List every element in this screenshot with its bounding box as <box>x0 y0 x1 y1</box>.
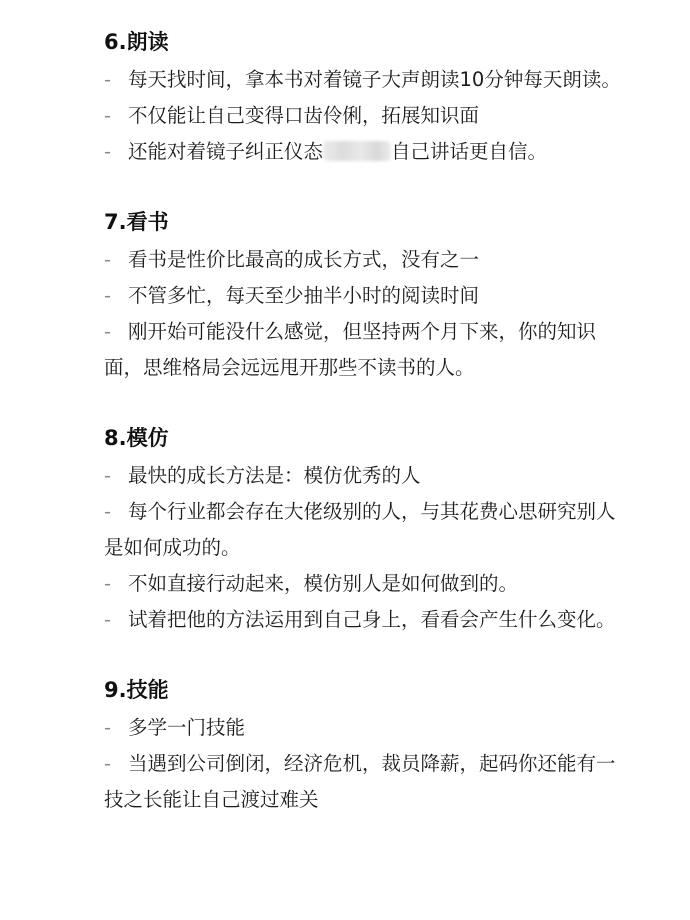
list-item <box>104 62 630 98</box>
item-text-before: 还能对着镜子纠正仪态 <box>128 140 324 163</box>
section-skills <box>104 672 630 818</box>
list-item <box>104 746 630 818</box>
item-text: 每天找时间，拿本书对着镜子大声朗读10分钟每天朗读。 <box>128 68 621 91</box>
list-item <box>104 314 630 386</box>
item-text: 不管多忙，每天至少抽半小时的阅读时间 <box>128 284 480 307</box>
dash-marker: - <box>104 752 112 775</box>
list-item <box>104 134 630 170</box>
item-text: 每个行业都会存在大佬级别的人，与其花费心思研究别人是如何成功的。 <box>104 500 616 559</box>
section-title: 7.看书 <box>104 210 169 234</box>
item-text-after: 自己讲话更自信。 <box>391 140 548 163</box>
section-reading-aloud <box>104 24 630 170</box>
section-reading-books <box>104 204 630 386</box>
item-text: 看书是性价比最高的成长方式，没有之一 <box>128 248 480 271</box>
dash-marker: - <box>104 608 112 631</box>
item-text: 多学一门技能 <box>128 716 246 739</box>
list-item <box>104 458 630 494</box>
item-text: 不仅能让自己变得口齿伶俐，拓展知识面 <box>128 104 480 127</box>
dash-marker: - <box>104 248 112 271</box>
dash-marker: - <box>104 716 112 739</box>
dash-marker: - <box>104 500 112 523</box>
section-imitation <box>104 420 630 638</box>
list-item <box>104 566 630 602</box>
list-item <box>104 494 630 566</box>
item-text: 当遇到公司倒闭，经济危机，裁员降薪，起码你还能有一技之长能让自己渡过难关 <box>104 752 616 811</box>
list-item <box>104 242 630 278</box>
list-item <box>104 710 630 746</box>
item-text: 不如直接行动起来，模仿别人是如何做到的。 <box>128 572 519 595</box>
dash-marker: - <box>104 320 112 343</box>
dash-marker: - <box>104 464 112 487</box>
item-text: 刚开始可能没什么感觉，但坚持两个月下来，你的知识面，思维格局会远远甩开那些不读书的人。 <box>104 320 597 379</box>
section-title: 8.模仿 <box>104 426 169 450</box>
list-item <box>104 278 630 314</box>
list-item <box>104 602 630 638</box>
dash-marker: - <box>104 284 112 307</box>
section-title: 6.朗读 <box>104 30 169 54</box>
item-text: 最快的成长方法是：模仿优秀的人 <box>128 464 421 487</box>
dash-marker: - <box>104 104 112 127</box>
blurred-region <box>323 141 391 161</box>
section-title: 9.技能 <box>104 678 169 702</box>
dash-marker: - <box>104 140 112 163</box>
list-item <box>104 98 630 134</box>
item-text: 试着把他的方法运用到自己身上，看看会产生什么变化。 <box>128 608 616 631</box>
dash-marker: - <box>104 572 112 595</box>
dash-marker: - <box>104 68 112 91</box>
